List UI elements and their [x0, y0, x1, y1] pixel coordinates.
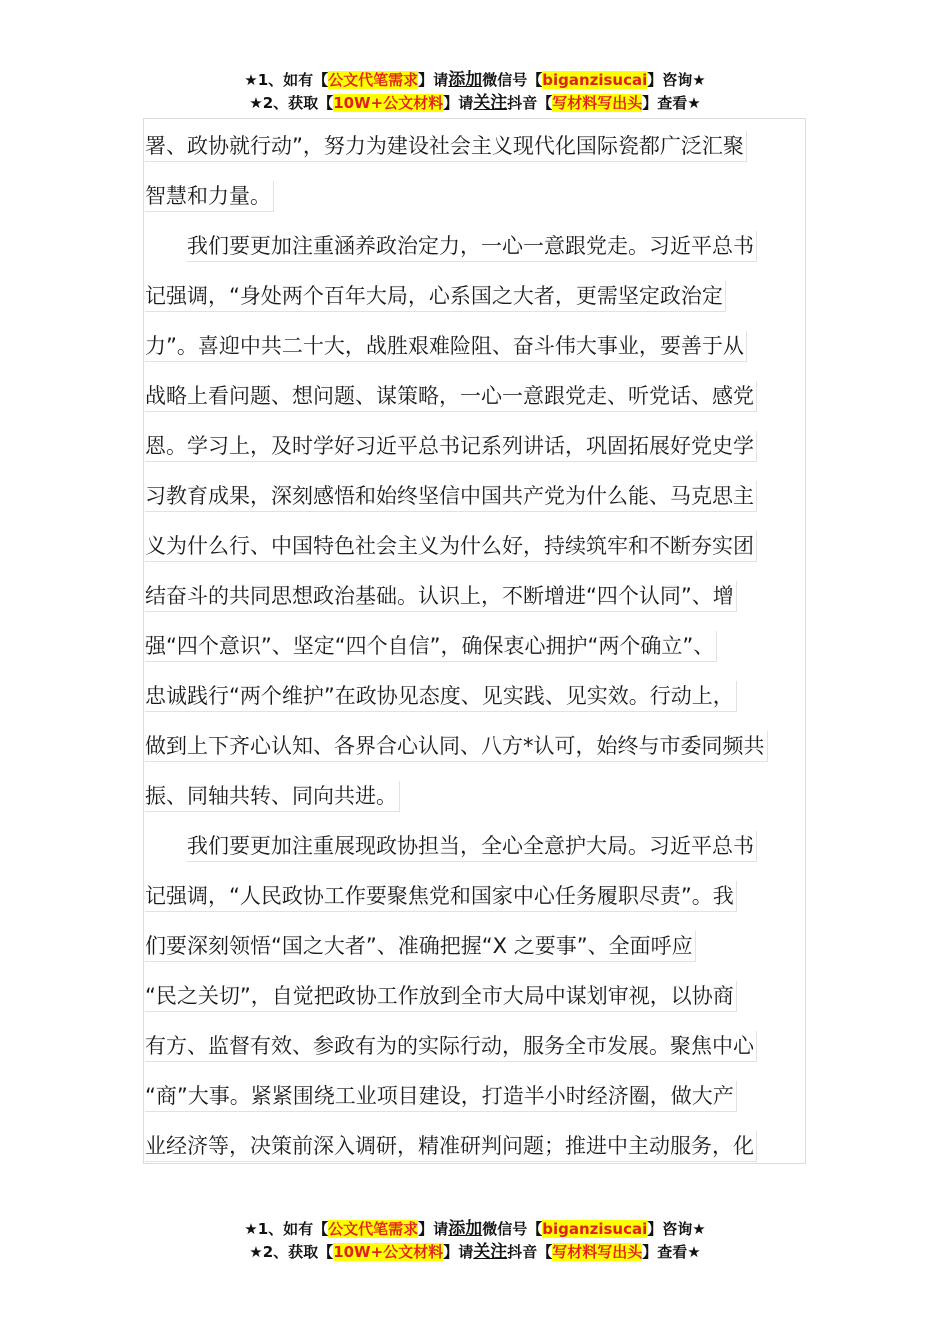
text-line: 业经济等，决策前深入调研，精准研判问题；推进中主动服务，化 — [145, 1120, 805, 1170]
text-line: 义为什么行、中国特色社会主义为什么好，持续筑牢和不断夯实团 — [145, 520, 805, 570]
header-line-2-text: 】请 — [443, 94, 474, 112]
header-line-2-emphasis: 关注 — [473, 93, 508, 113]
footer-line-1-emphasis: 添加 — [448, 1219, 483, 1239]
text-line: 记强调，“人民政协工作要聚焦党和国家中心任务履职尽责”。我 — [145, 870, 805, 920]
footer-line-2-suffix: 】查看★ — [642, 1243, 701, 1261]
footer-line-1-highlight-1: 公文代笔需求 — [328, 1220, 419, 1238]
header-line-1-suffix: 】咨询★ — [647, 71, 706, 89]
footer-line-2-highlight-2: 写材料写出头 — [552, 1243, 643, 1261]
footer-line-1-text-2: 微信号【 — [482, 1220, 543, 1238]
text-line: 做到上下齐心认知、各界合心认同、八方*认可，始终与市委同频共 — [145, 720, 805, 770]
document-body — [145, 120, 805, 1170]
header-line-1-text-2: 微信号【 — [482, 71, 543, 89]
footer-line-1-highlight-2: biganzisucai — [542, 1220, 648, 1238]
paragraph-start-line: 我们要更加注重涵养政治定力，一心一意跟党走。习近平总书 — [145, 220, 805, 270]
header-line-2-text-2: 抖音【 — [507, 94, 553, 112]
text-line: 记强调，“身处两个百年大局，心系国之大者，更需坚定政治定 — [145, 270, 805, 320]
footer-line-2 — [0, 1241, 950, 1264]
footer-line-1-suffix: 】咨询★ — [647, 1220, 706, 1238]
text-line: 强“四个意识”、坚定“四个自信”，确保衷心拥护“两个确立”、 — [145, 620, 805, 670]
footer-line-1 — [0, 1218, 950, 1241]
text-line: “商”大事。紧紧围绕工业项目建设，打造半小时经济圈，做大产 — [145, 1070, 805, 1120]
footer-line-2-prefix: ★2、获取【 — [249, 1243, 334, 1261]
header-line-2-highlight-2: 写材料写出头 — [552, 94, 643, 112]
header-banner — [0, 69, 950, 115]
footer-line-2-highlight-1: 10W+公文材料 — [333, 1243, 444, 1261]
text-line: 智慧和力量。 — [145, 170, 805, 220]
text-line: 署、政协就行动”，努力为建设社会主义现代化国际瓷都广泛汇聚 — [145, 120, 805, 170]
footer-line-1-text: 】请 — [418, 1220, 449, 1238]
footer-line-2-text: 】请 — [443, 1243, 474, 1261]
header-line-1 — [0, 69, 950, 92]
header-line-2-highlight-1: 10W+公文材料 — [333, 94, 444, 112]
header-line-2 — [0, 92, 950, 115]
header-line-1-prefix: ★1、如有【 — [244, 71, 329, 89]
text-line: 恩。学习上，及时学好习近平总书记系列讲话，巩固拓展好党史学 — [145, 420, 805, 470]
text-line: 忠诚践行“两个维护”在政协见态度、见实践、见实效。行动上， — [145, 670, 805, 720]
header-line-1-text: 】请 — [418, 71, 449, 89]
footer-line-2-emphasis: 关注 — [473, 1242, 508, 1262]
text-line: “民之关切”，自觉把政协工作放到全市大局中谋划审视，以协商 — [145, 970, 805, 1020]
footer-line-2-text-2: 抖音【 — [507, 1243, 553, 1261]
header-line-1-emphasis: 添加 — [448, 70, 483, 90]
header-line-2-prefix: ★2、获取【 — [249, 94, 334, 112]
text-line: 力”。喜迎中共二十大，战胜艰难险阻、奋斗伟大事业，要善于从 — [145, 320, 805, 370]
footer-line-1-prefix: ★1、如有【 — [244, 1220, 329, 1238]
text-line: 振、同轴共转、同向共进。 — [145, 770, 805, 820]
header-line-2-suffix: 】查看★ — [642, 94, 701, 112]
text-line: 习教育成果，深刻感悟和始终坚信中国共产党为什么能、马克思主 — [145, 470, 805, 520]
paragraph-start-line: 我们要更加注重展现政协担当，全心全意护大局。习近平总书 — [145, 820, 805, 870]
header-line-1-highlight-2: biganzisucai — [542, 71, 648, 89]
text-line: 结奋斗的共同思想政治基础。认识上，不断增进“四个认同”、增 — [145, 570, 805, 620]
footer-banner — [0, 1218, 950, 1264]
text-line: 们要深刻领悟“国之大者”、准确把握“X 之要事”、全面呼应 — [145, 920, 805, 970]
text-line: 有方、监督有效、参政有为的实际行动，服务全市发展。聚焦中心 — [145, 1020, 805, 1070]
header-line-1-highlight-1: 公文代笔需求 — [328, 71, 419, 89]
text-line: 战略上看问题、想问题、谋策略，一心一意跟党走、听党话、感党 — [145, 370, 805, 420]
